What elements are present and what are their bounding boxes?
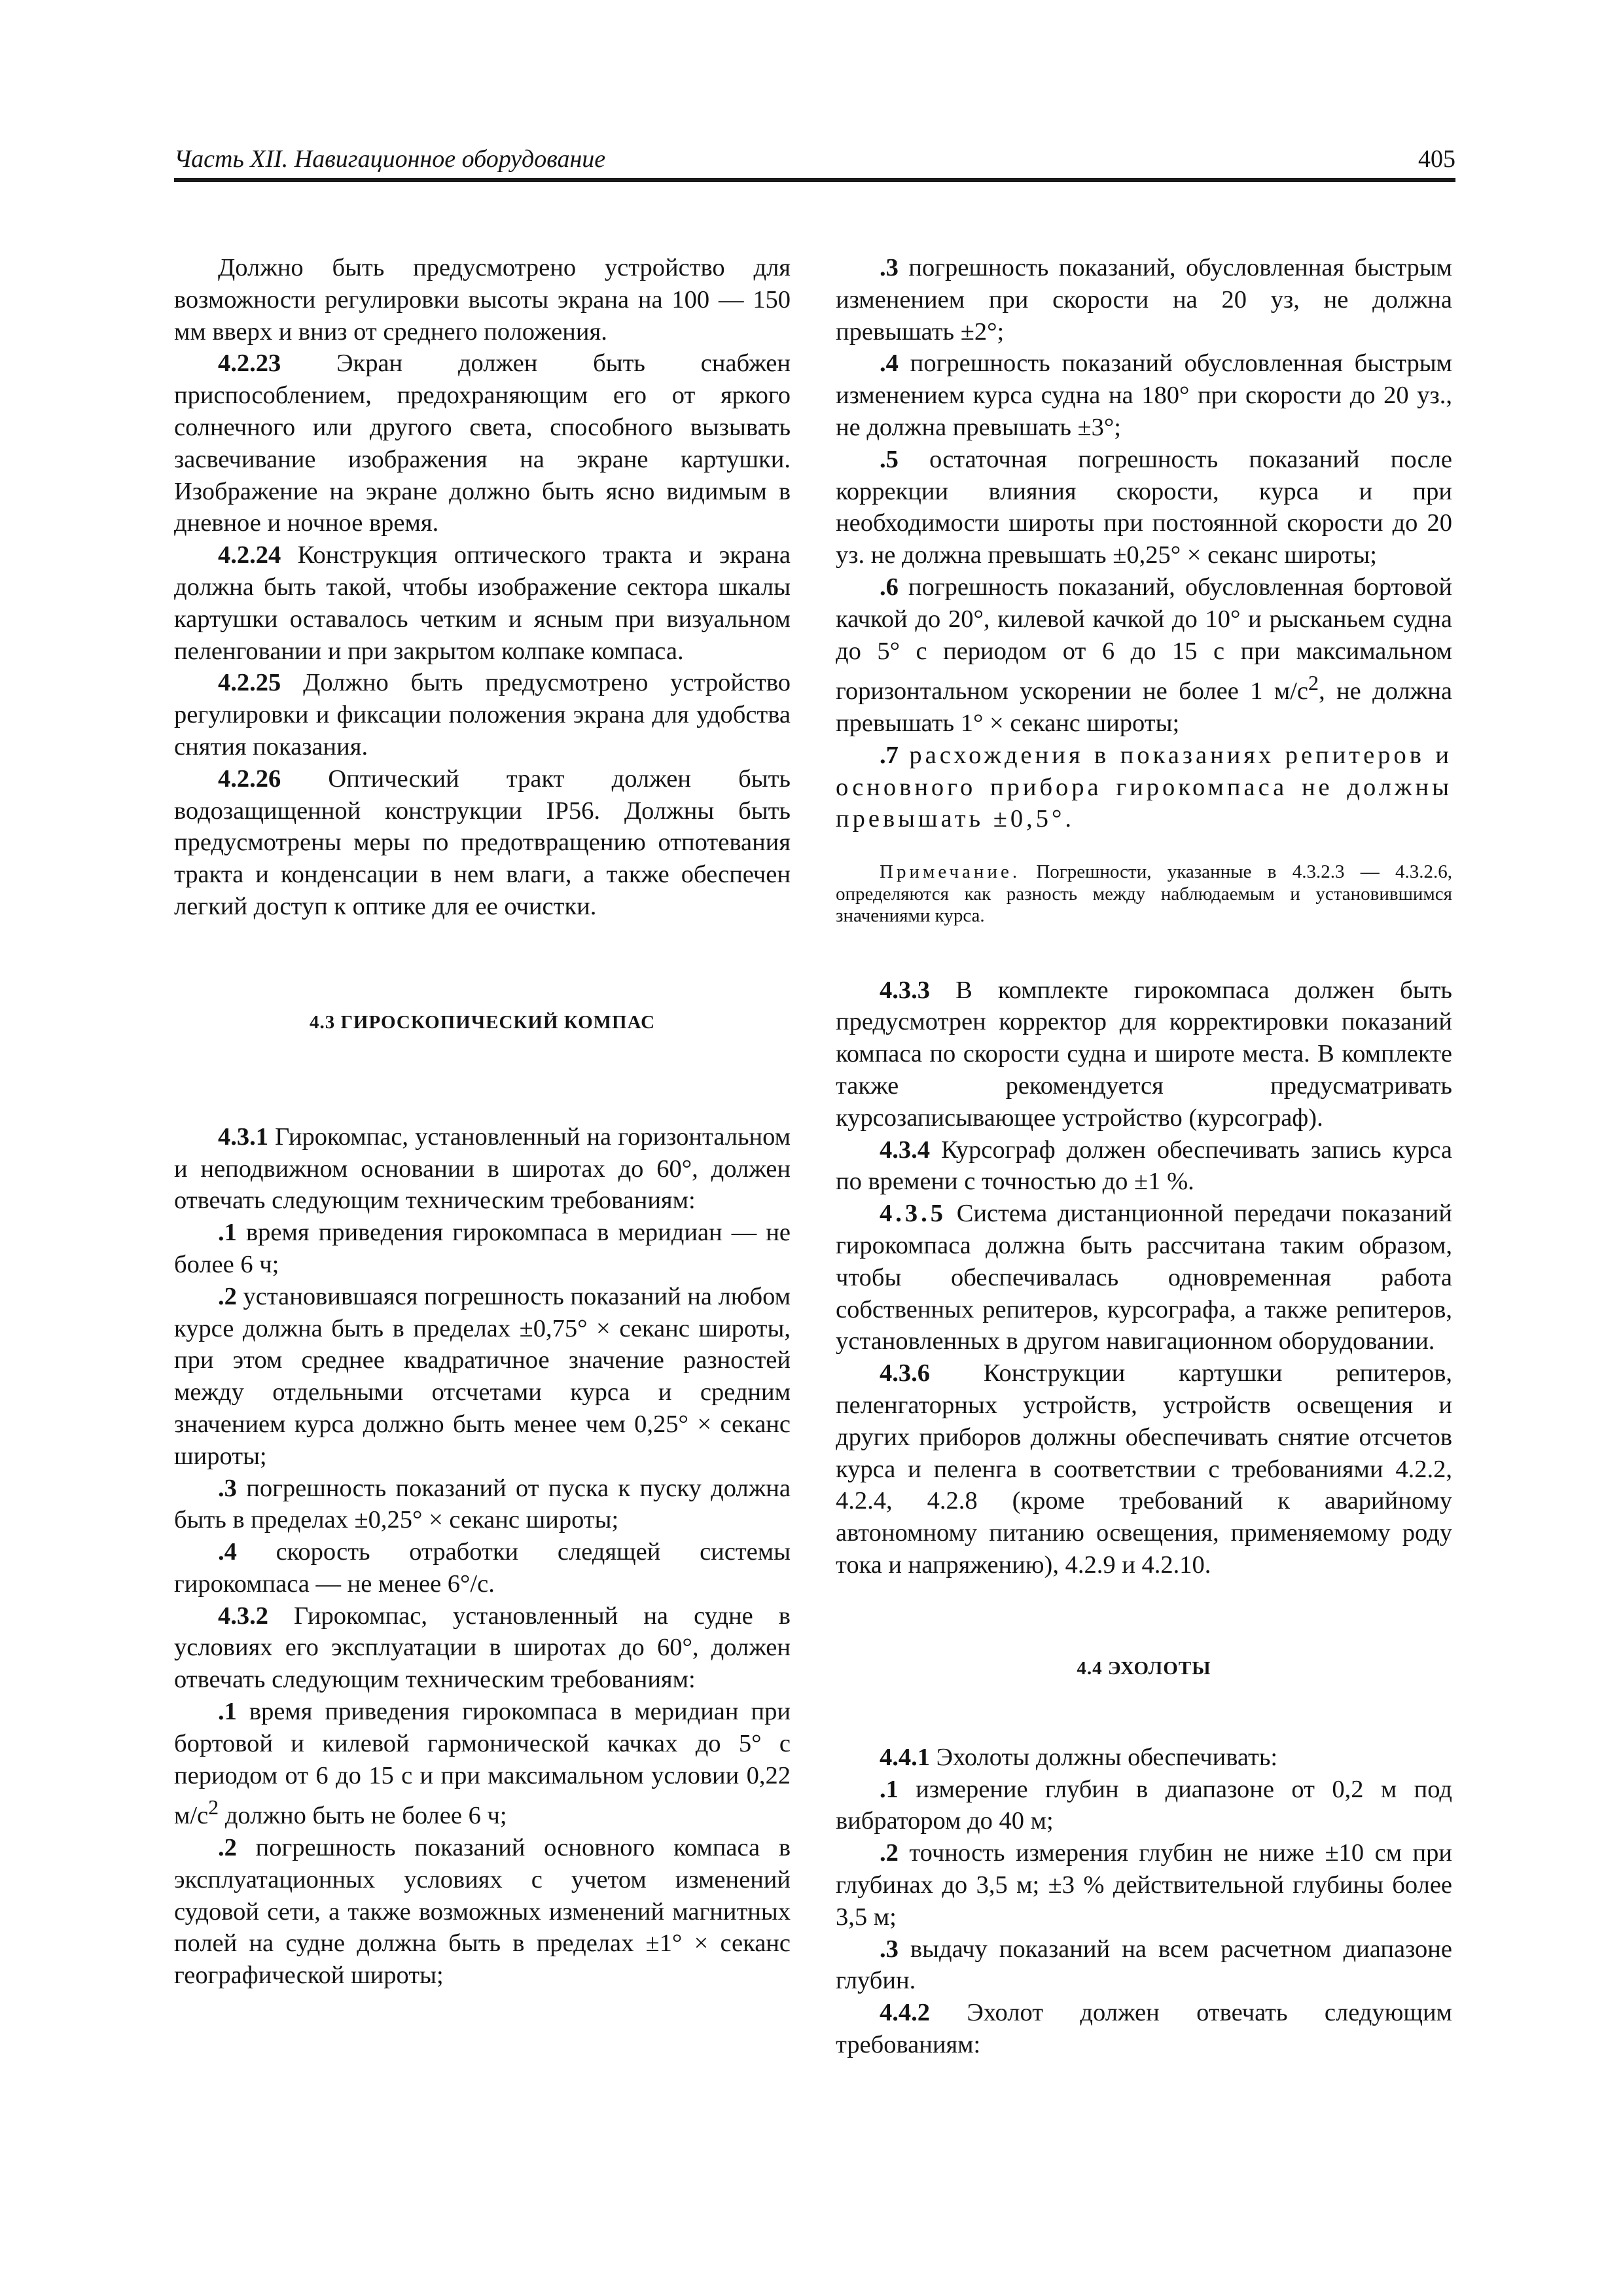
list-item: .4 погрешность показаний обусловленная быстрым изменением курса судна на 180° при скорости до 20 уз., не должна превышать ±3°;: [836, 350, 1452, 441]
clause-number: 4.2.26: [218, 764, 281, 793]
item-number: .2: [218, 1282, 237, 1310]
list-item: .1 время приведения гирокомпаса в меридиан при бортовой и килевой гармонической качках до 5° с периодом от 6 до 15 с и при максимальном условии 0,22 $м/с^2$ должно быть не более 6 ч;: [174, 1698, 791, 1830]
clause-number: 4.3.3: [880, 976, 930, 1004]
paragraph: 4.2.25 Должно быть предусмотрено устройство регулировки и фиксации положения экрана для удобства снятия показания.: [174, 669, 791, 761]
note: [836, 861, 1452, 927]
clause-number: 4.2.23: [218, 350, 281, 378]
clause-number: 4.3.6: [880, 1359, 930, 1388]
paragraph: Должно быть предусмотрено устройство для возможности регулировки высоты экрана на 100 — 150 мм вверх и вниз от среднего положения.: [174, 254, 791, 346]
clause-number: 4.4.2: [880, 1999, 930, 2027]
paragraph: 4.4.1 Эхолоты должны обеспечивать:: [880, 1743, 1278, 1771]
paragraph: 4.3.5 Система дистанционной передачи показаний гирокомпаса должна быть рассчитана таким образом, чтобы обеспечивалась одновременная работа собственных репитеров, курсографа, а также репитеров, установленных в другом навигационном оборудовании.: [836, 1200, 1452, 1355]
clause-number: 4.3.5: [880, 1200, 946, 1228]
list-item: .3 погрешность показаний, обусловленная быстрым изменением при скорости на 20 уз, не должна превышать ±2°;: [836, 254, 1452, 346]
item-number: .4: [218, 1538, 237, 1566]
paragraph: 4.4.2 Эхолот должен отвечать следующим требованиям:: [836, 1999, 1452, 2058]
item-number: .1: [880, 1775, 899, 1803]
note-text: Погрешности, указанные в 4.3.2.3 — 4.3.2.6, определяются как разность между наблюдаемым и установившимся значениями курса.: [836, 861, 1452, 927]
paragraph: 4.3.4 Курсограф должен обеспечивать запись курса по времени с точностью до ±1 %.: [836, 1136, 1452, 1196]
paragraph: 4.3.2 Гирокомпас, установленный на судне в условиях его эксплуатации в широтах до 60°, должен отвечать следующим техническим требованиям:: [174, 1602, 791, 1694]
paragraph: 4.3.1 Гирокомпас, установленный на горизонтальном и неподвижном основании в широтах до 60°, должен отвечать следующим техническим требованиям:: [174, 1122, 791, 1215]
list-item: .1 время приведения гирокомпаса в меридиан — не более 6 ч;: [174, 1219, 791, 1278]
clause-number: 4.2.24: [218, 541, 281, 569]
item-number: .3: [218, 1474, 237, 1502]
clause-number: 4.3.1: [218, 1122, 268, 1151]
paragraph: 4.3.3 В комплекте гирокомпаса должен быть предусмотрен корректор для корректировки показаний компаса по скорости судна и широте места. В комплекте также рекомендуется предусматривать курсозаписывающее устройство (курсограф).: [836, 976, 1452, 1132]
running-header: [174, 143, 1455, 182]
list-item: .2 погрешность показаний основного компаса в эксплуатационных условиях с учетом изменений судовой сети, а также возможных изменений магнитных полей на судне должна быть в пределах ±1° × секанс географической широты;: [174, 1834, 791, 1990]
list-item: .2 точность измерения глубин не ниже ±10 см при глубинах до 3,5 м; ±3 % действительной глубины более 3,5 м;: [836, 1839, 1452, 1931]
note-lead: Примечание.: [880, 861, 1021, 883]
paragraph: 4.2.24 Конструкция оптического тракта и экрана должна быть такой, чтобы изображение сектора шкалы картушки оставалось четким и ясным при визуальном пеленговании и при закрытом колпаке компаса.: [174, 541, 791, 665]
list-item: .3 погрешность показаний от пуска к пуску должна быть в пределах ±0,25° × секанс широты;: [174, 1474, 791, 1534]
clause-number: 4.3.4: [880, 1136, 930, 1164]
item-number: .2: [218, 1834, 237, 1862]
item-number: .4: [880, 350, 899, 378]
page-number: 405: [1418, 145, 1455, 173]
item-number: .5: [880, 445, 899, 473]
paragraph: 4.3.6 Конструкции картушки репитеров, пеленгаторных устройств, устройств освещения и других приборов должны обеспечивать снятие отсчетов курса и пеленга в соответствии с требованиями 4.2.2, 4.2.4, 4.2.8 (кроме требований к аварийному автономному питанию освещения, применяемому роду тока и напряжению), 4.2.9 и 4.2.10.: [836, 1359, 1452, 1579]
item-number: .1: [218, 1219, 237, 1247]
section-heading: 4.4 ЭХОЛОТЫ: [1077, 1657, 1211, 1679]
list-item: .5 остаточная погрешность показаний после коррекции влияния скорости, курса и при необходимости широты при постоянной скорости до 20 уз. не должна превышать ±0,25° × секанс широты;: [836, 445, 1452, 569]
section-heading: 4.3 ГИРОСКОПИЧЕСКИЙ КОМПАС: [309, 1011, 656, 1033]
item-number: .6: [880, 573, 899, 601]
paragraph: 4.2.23 Экран должен быть снабжен приспособлением, предохраняющим его от яркого солнечного или другого света, способного вызывать засвечивание изображения на экране картушки. Изображение на экране должно быть ясно видимым в дневное и ночное время.: [174, 350, 791, 537]
item-number: .3: [880, 254, 899, 281]
item-number: .3: [880, 1935, 899, 1963]
clause-number: 4.2.25: [218, 669, 281, 697]
right-column: [836, 252, 1452, 2061]
left-column: [174, 252, 791, 1992]
item-number: .2: [880, 1839, 899, 1867]
clause-number: 4.4.1: [880, 1743, 930, 1771]
item-number: .7: [880, 741, 899, 769]
list-item: .7 расхождения в показаниях репитеров и основного прибора гирокомпаса не должны превышать ±0,5°.: [836, 741, 1452, 833]
list-item: .4 скорость отработки следящей системы гирокомпаса — не менее 6°/с.: [174, 1538, 791, 1598]
paragraph: 4.2.26 Оптический тракт должен быть водозащищенной конструкции IP56. Должны быть предусмотрены меры по предотвращению отпотевания тракта и конденсации в нем влаги, а также обеспечен легкий доступ к оптике для ее очистки.: [174, 764, 791, 920]
list-item: .1 измерение глубин в диапазоне от 0,2 м под вибратором до 40 м;: [836, 1775, 1452, 1835]
list-item: .6 погрешность показаний, обусловленная бортовой качкой до 20°, килевой качкой до 10° и рысканьем судна до 5° с периодом от 6 до 15 с при максимальном горизонтальном ускорении не более 1 $м/с^2$, не должна превышать 1° × секанс широты;: [836, 573, 1453, 737]
list-item: .3 выдачу показаний на всем расчетном диапазоне глубин.: [836, 1935, 1452, 1995]
list-item: .2 установившаяся погрешность показаний на любом курсе должна быть в пределах ±0,75° × секанс широты, при этом среднее квадратичное значение разностей между отдельными отсчетами курса и средним значением курса должно быть менее чем 0,25° × секанс широты;: [174, 1282, 791, 1470]
chapter-title: Часть XII. Навигационное оборудование: [174, 145, 606, 173]
clause-number: 4.3.2: [218, 1602, 268, 1630]
item-number: .1: [218, 1698, 237, 1726]
